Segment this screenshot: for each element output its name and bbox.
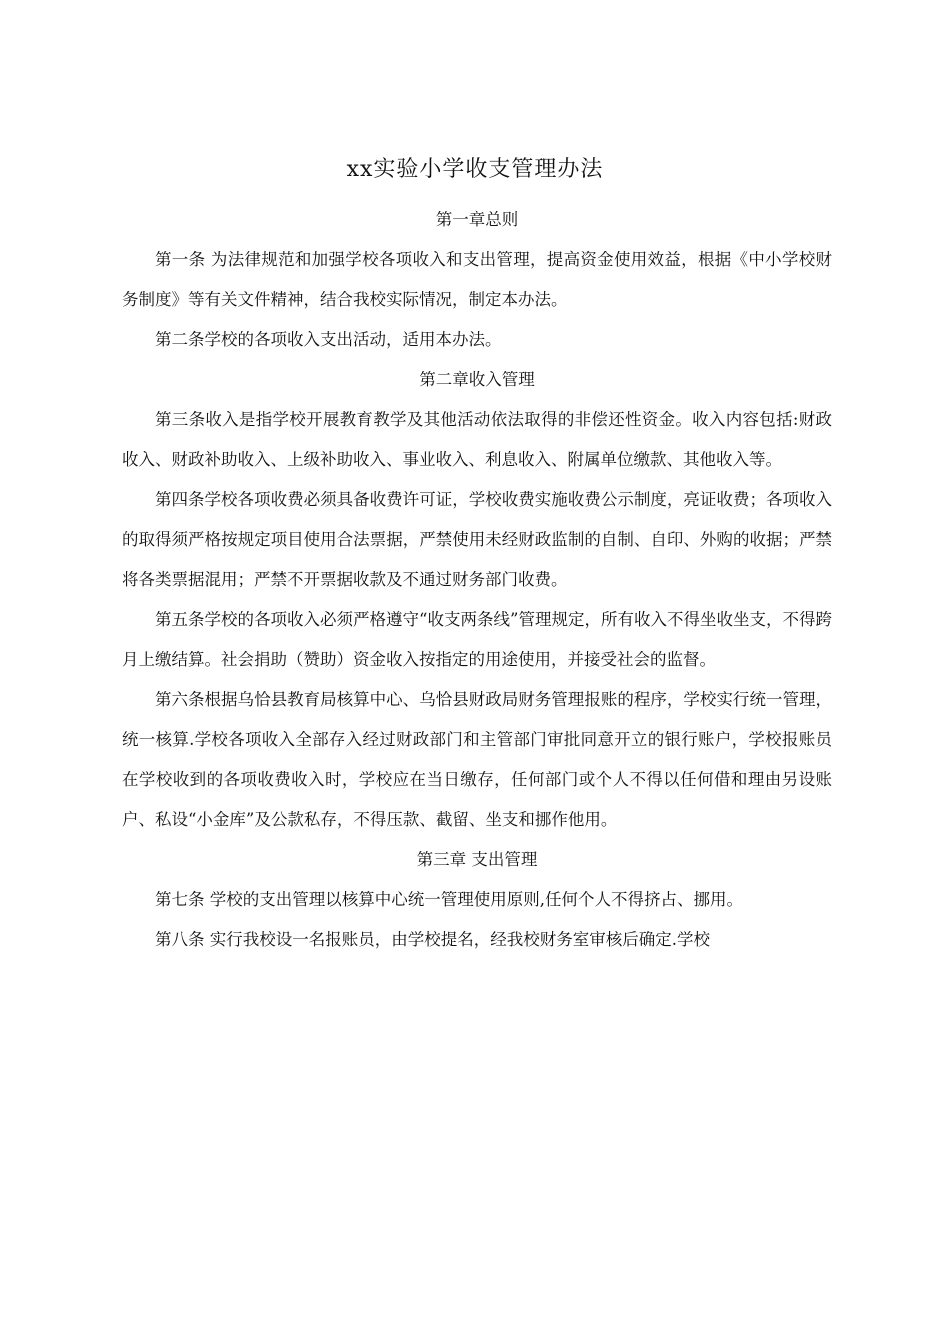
chapter-heading: 第一章总则 [435, 210, 519, 229]
chapter-heading: 第二章收入管理 [419, 370, 535, 389]
document-title: xx实验小学收支管理办法 [346, 157, 604, 182]
article-paragraph: 第八条 实行我校设一名报账员，由学校提名，经我校财务室审核后确定.学校 [155, 930, 710, 949]
article-paragraph: 第四条学校各项收费必须具备收费许可证，学校收费实施收费公示制度，亮证收费；各项收入的取得须严格按规定项目使用合法票据，严禁使用未经财政监制的自制、自印、外购的收据；严禁将各类票据混用；严禁不开票据收款及不通过财务部门收费。 [122, 490, 832, 589]
article-paragraph: 第三条收入是指学校开展教育教学及其他活动依法取得的非偿还性资金。收入内容包括:财政收入、财政补助收入、上级补助收入、事业收入、利息收入、附属单位缴款、其他收入等。 [122, 410, 832, 469]
article-paragraph: 第六条根据乌恰县教育局核算中心、乌恰县财政局财务管理报账的程序，学校实行统一管理，统一核算.学校各项收入全部存入经过财政部门和主管部门审批同意开立的银行账户，学校报账员在学校收到的各项收费收入时，学校应在当日缴存，任何部门或个人不得以任何借和理由另设账户、私设“小金库”及公款私存，不得压款、截留、坐支和挪作他用。 [122, 690, 832, 829]
article-paragraph: 第一条 为法律规范和加强学校各项收入和支出管理，提高资金使用效益，根据《中小学校财务制度》等有关文件精神，结合我校实际情况，制定本办法。 [122, 250, 832, 309]
article-paragraph: 第七条 学校的支出管理以核算中心统一管理使用原则,任何个人不得挤占、挪用。 [155, 890, 743, 909]
document-body [122, 200, 832, 960]
chapter-heading: 第三章 支出管理 [416, 850, 538, 869]
article-paragraph: 第五条学校的各项收入必须严格遵守“收支两条线”管理规定，所有收入不得坐收坐支，不得跨月上缴结算。社会捐助（赞助）资金收入按指定的用途使用，并接受社会的监督。 [122, 610, 832, 669]
article-paragraph: 第二条学校的各项收入支出活动，适用本办法。 [155, 330, 502, 349]
